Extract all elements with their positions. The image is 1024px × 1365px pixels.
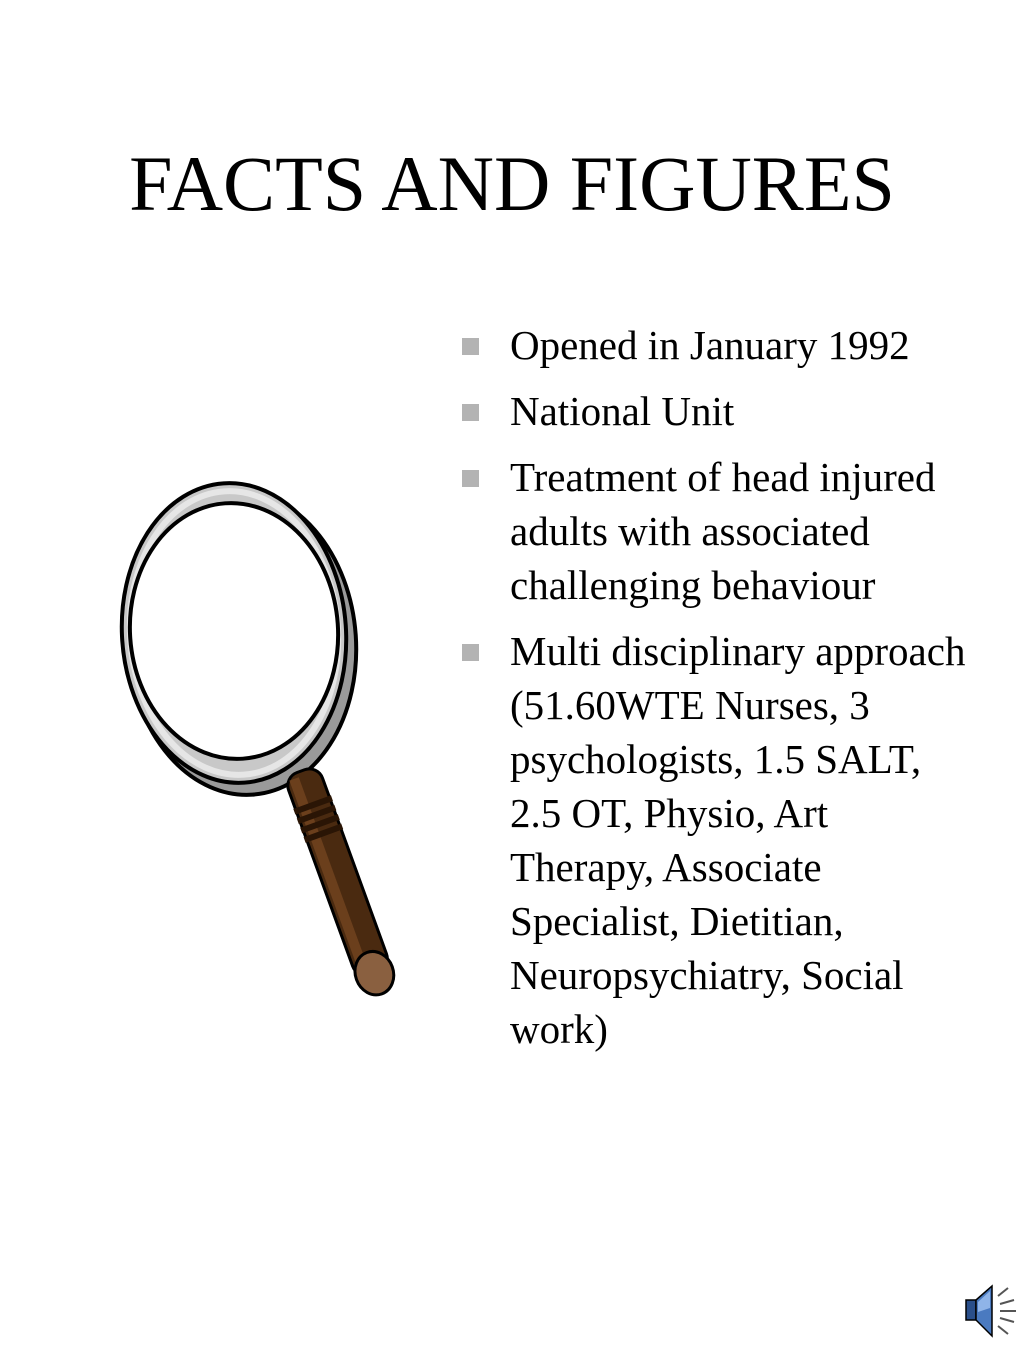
list-item xyxy=(458,450,978,612)
magnifying-glass-icon xyxy=(112,478,412,1008)
bullet-text: Multi disciplinary approach (51.60WTE Nurses, 3 psychologists, 1.5 SALT, 2.5 OT, Physio, Art Therapy, Associate Specialist, Dietitian, Neuropsychiatry, Social work) xyxy=(510,628,966,1052)
list-item xyxy=(458,318,978,372)
speaker-icon[interactable] xyxy=(962,1278,1020,1344)
bullet-text: Treatment of head injured adults with associated challenging behaviour xyxy=(510,454,936,608)
square-bullet-icon xyxy=(462,644,479,661)
bullet-text: National Unit xyxy=(510,388,735,434)
bullet-list xyxy=(458,318,978,1068)
slide-title: FACTS AND FIGURES xyxy=(129,140,895,227)
list-item xyxy=(458,384,978,438)
bullet-text: Opened in January 1992 xyxy=(510,322,910,368)
square-bullet-icon xyxy=(462,338,479,355)
square-bullet-icon xyxy=(462,404,479,421)
list-item xyxy=(458,624,978,1056)
square-bullet-icon xyxy=(462,470,479,487)
